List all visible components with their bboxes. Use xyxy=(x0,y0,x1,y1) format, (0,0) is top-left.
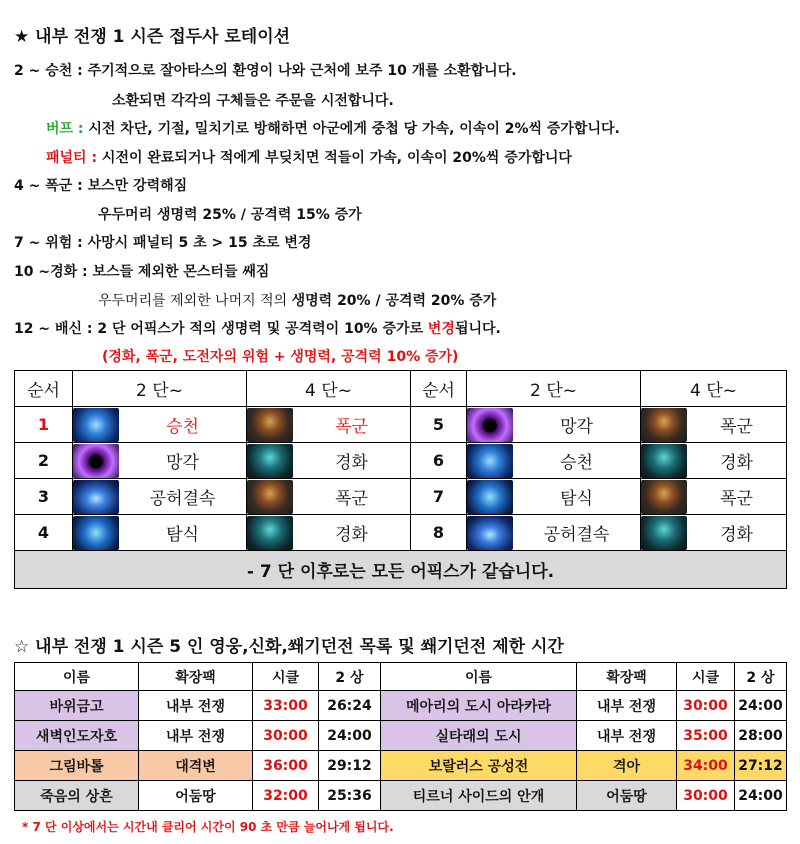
dungeon-name: 새벽인도자호 xyxy=(15,721,139,751)
dungeon-expansion: 내부 전쟁 xyxy=(577,721,677,751)
fortified-icon xyxy=(247,444,293,478)
affix-line-fortified-2 xyxy=(98,290,496,310)
dungeon-expansion: 어둠땅 xyxy=(139,781,253,811)
affix-name: 탐식 xyxy=(560,489,593,509)
header-two-chest: 2 상 xyxy=(319,663,381,691)
order-number: 7 xyxy=(411,479,467,515)
voidbound-icon xyxy=(467,516,513,550)
header-level4: 4 단~ xyxy=(247,371,411,407)
ascension-icon xyxy=(73,408,119,442)
affix-line-penalty xyxy=(46,147,572,167)
header-expansion-2: 확장팩 xyxy=(577,663,677,691)
rotation-footer: - 7 단 이후로는 모든 어픽스가 같습니다. xyxy=(15,551,787,589)
timer-note: * 7 단 이상에서는 시간내 클리어 시간이 90 초 만큼 늘어나게 됩니다. xyxy=(22,820,394,834)
affix-line-peril: 7 ~ 위험 : 사망시 패널티 5 초 > 15 초로 변경 xyxy=(14,235,312,251)
dungeon-two-chest: 24:00 xyxy=(319,721,381,751)
dungeon-title: ☆ 내부 전쟁 1 시즌 5 인 영웅,신화,쐐기던전 목록 및 쐐기던전 제한 시간 xyxy=(14,637,564,657)
dungeon-table xyxy=(14,662,787,811)
header-timer: 시클 xyxy=(253,663,319,691)
rotation-row xyxy=(15,479,787,515)
affix-name: 폭군 xyxy=(720,417,753,437)
affix-name: 탐식 xyxy=(166,525,199,545)
tyrannical-icon xyxy=(641,408,687,442)
oblivion-icon xyxy=(467,408,513,442)
dungeon-name: 바위금고 xyxy=(15,691,139,721)
header-level4-2: 4 단~ xyxy=(641,371,787,407)
xalatath-change: 변경 xyxy=(427,321,455,337)
affix-line-ascension: 2 ~ 승천 : 주기적으로 잘아타스의 환영이 나와 근처에 보주 10 개를 소환합니다. xyxy=(14,63,517,79)
header-expansion: 확장팩 xyxy=(139,663,253,691)
order-number: 5 xyxy=(411,407,467,443)
dungeon-row xyxy=(15,721,787,751)
penalty-label: 패널티 : xyxy=(46,150,98,166)
penalty-text: 시전이 완료되거나 적에게 부딪치면 적들이 가속, 이속이 20%씩 증가합니다 xyxy=(97,150,572,166)
fortified-text: 우두머리를 제외한 나머지 적의 xyxy=(98,293,292,309)
dungeon-timer: 35:00 xyxy=(677,721,735,751)
affix-line-buff xyxy=(46,118,620,138)
dungeon-timer: 30:00 xyxy=(253,721,319,751)
oblivion-icon xyxy=(73,444,119,478)
devour-icon xyxy=(73,516,119,550)
affix-name: 폭군 xyxy=(335,417,368,437)
dungeon-row xyxy=(15,781,787,811)
dungeon-name: 티르너 사이드의 안개 xyxy=(381,781,577,811)
header-name-2: 이름 xyxy=(381,663,577,691)
dungeon-row xyxy=(15,751,787,781)
dungeon-two-chest: 24:00 xyxy=(735,781,787,811)
affix-name: 폭군 xyxy=(335,489,368,509)
buff-label: 버프 : xyxy=(46,121,84,137)
affix-line-xalatath-2: (경화, 폭군, 도전자의 위험 + 생명력, 공격력 10% 증가) xyxy=(102,349,459,365)
dungeon-expansion: 내부 전쟁 xyxy=(577,691,677,721)
xalatath-end: 됩니다. xyxy=(454,321,501,337)
dungeon-timer: 34:00 xyxy=(677,751,735,781)
order-number: 3 xyxy=(15,479,73,515)
affix-name: 공허결속 xyxy=(543,525,610,545)
dungeon-two-chest: 24:00 xyxy=(735,691,787,721)
header-timer-2: 시클 xyxy=(677,663,735,691)
order-number: 6 xyxy=(411,443,467,479)
header-order-2: 순서 xyxy=(411,371,467,407)
dungeon-name: 보랄러스 공성전 xyxy=(381,751,577,781)
dungeon-two-chest: 27:12 xyxy=(735,751,787,781)
rotation-row xyxy=(15,443,787,479)
order-number: 1 xyxy=(15,407,73,443)
page-title: ★ 내부 전쟁 1 시즌 접두사 로테이션 xyxy=(14,27,291,47)
buff-text: 시전 차단, 기절, 밀치기로 방해하면 아군에게 중첩 당 가속, 이속이 2%씩 증가합니다. xyxy=(83,121,620,137)
affix-line-tyrannical-2: 우두머리 생명력 25% / 공격력 15% 증가 xyxy=(98,207,362,223)
affix-name: 경화 xyxy=(335,525,368,545)
header-two-chest-2: 2 상 xyxy=(735,663,787,691)
rotation-table xyxy=(14,370,787,589)
dungeon-name: 죽음의 상흔 xyxy=(15,781,139,811)
affix-name: 경화 xyxy=(720,525,753,545)
dungeon-timer: 36:00 xyxy=(253,751,319,781)
affix-line-tyrannical: 4 ~ 폭군 : 보스만 강력해짐 xyxy=(14,178,188,194)
header-level2: 2 단~ xyxy=(73,371,247,407)
affix-name: 경화 xyxy=(720,453,753,473)
affix-name: 공허결속 xyxy=(149,489,216,509)
tyrannical-icon xyxy=(247,480,293,514)
rotation-row xyxy=(15,515,787,551)
affix-name: 승천 xyxy=(166,417,199,437)
dungeon-two-chest: 26:24 xyxy=(319,691,381,721)
dungeon-two-chest: 25:36 xyxy=(319,781,381,811)
tyrannical-icon xyxy=(247,408,293,442)
header-name: 이름 xyxy=(15,663,139,691)
affix-name: 경화 xyxy=(335,453,368,473)
dungeon-name: 그림바톨 xyxy=(15,751,139,781)
affix-name: 망각 xyxy=(166,453,199,473)
header-level2-2: 2 단~ xyxy=(467,371,641,407)
dungeon-name: 메아리의 도시 아라카라 xyxy=(381,691,577,721)
fortified-icon xyxy=(641,444,687,478)
dungeon-expansion: 내부 전쟁 xyxy=(139,691,253,721)
dungeon-two-chest: 29:12 xyxy=(319,751,381,781)
tyrannical-icon xyxy=(641,480,687,514)
affix-name: 망각 xyxy=(560,417,593,437)
affix-line-xalatath xyxy=(14,318,501,338)
voidbound-icon xyxy=(73,480,119,514)
dungeon-row xyxy=(15,691,787,721)
ascension-icon xyxy=(467,444,513,478)
rotation-row xyxy=(15,407,787,443)
affix-line-fortified: 10 ~경화 : 보스들 제외한 몬스터들 쌔짐 xyxy=(14,264,270,280)
order-number: 2 xyxy=(15,443,73,479)
dungeon-expansion: 격아 xyxy=(577,751,677,781)
dungeon-timer: 33:00 xyxy=(253,691,319,721)
dungeon-two-chest: 28:00 xyxy=(735,721,787,751)
order-number: 8 xyxy=(411,515,467,551)
xalatath-text: 12 ~ 배신 : 2 단 어픽스가 적의 생명력 및 공격력이 10% 증가로 xyxy=(14,321,428,337)
dungeon-timer: 32:00 xyxy=(253,781,319,811)
dungeon-expansion: 내부 전쟁 xyxy=(139,721,253,751)
fortified-stats: 생명력 20% / 공격력 20% 증가 xyxy=(291,293,497,309)
dungeon-timer: 30:00 xyxy=(677,781,735,811)
header-order: 순서 xyxy=(15,371,73,407)
fortified-icon xyxy=(641,516,687,550)
dungeon-timer: 30:00 xyxy=(677,691,735,721)
affix-name: 승천 xyxy=(560,453,593,473)
dungeon-expansion: 어둠땅 xyxy=(577,781,677,811)
dungeon-name: 실타래의 도시 xyxy=(381,721,577,751)
fortified-icon xyxy=(247,516,293,550)
devour-icon xyxy=(467,480,513,514)
dungeon-expansion: 대격변 xyxy=(139,751,253,781)
order-number: 4 xyxy=(15,515,73,551)
affix-name: 폭군 xyxy=(720,489,753,509)
affix-line-ascension-2: 소환되면 각각의 구체들은 주문을 시전합니다. xyxy=(112,93,394,109)
